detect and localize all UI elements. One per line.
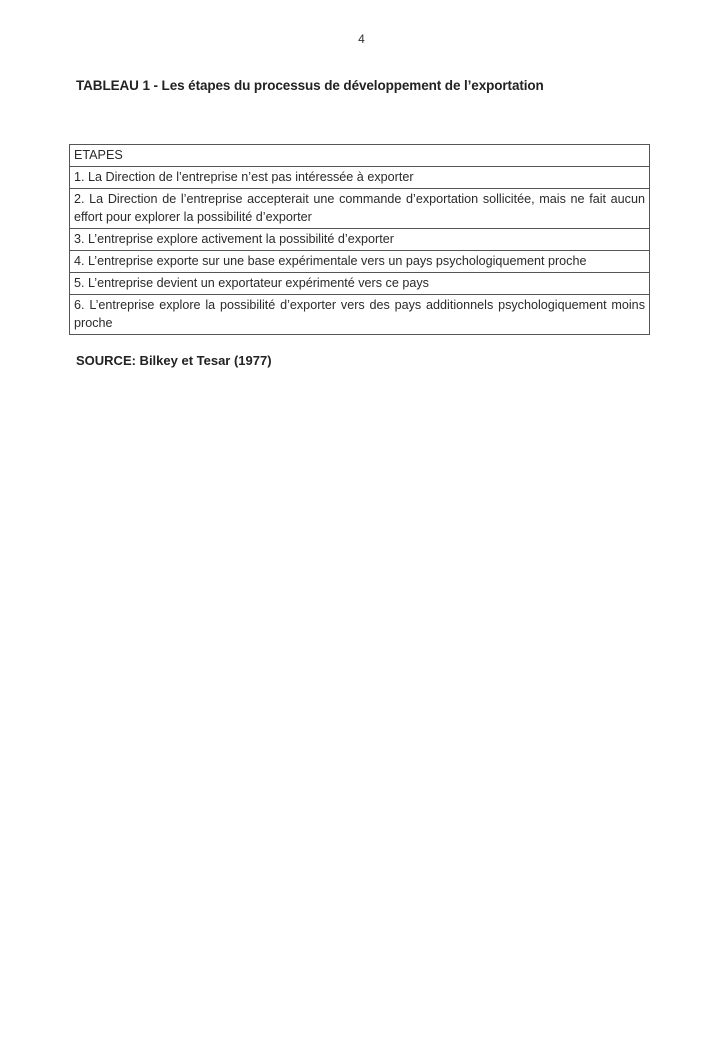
table-row	[70, 229, 650, 251]
table-header-row	[70, 145, 650, 167]
page-number: 4	[358, 32, 365, 46]
steps-table	[69, 144, 650, 335]
table-row	[70, 295, 650, 335]
table-row	[70, 251, 650, 273]
table-row	[70, 167, 650, 189]
table-cell-step-4: 4. L’entreprise exporte sur une base expérimentale vers un pays psychologiquement proche	[70, 251, 650, 273]
source-citation: SOURCE: Bilkey et Tesar (1977)	[76, 353, 272, 368]
table-row	[70, 189, 650, 229]
table-cell-step-3: 3. L’entreprise explore activement la possibilité d’exporter	[70, 229, 650, 251]
table-row	[70, 273, 650, 295]
table-cell-step-6: 6. L’entreprise explore la possibilité d’exporter vers des pays additionnels psychologiquement moins proche	[70, 295, 650, 335]
table-title: TABLEAU 1 - Les étapes du processus de développement de l’exportation	[76, 78, 544, 93]
table-cell-step-2: 2. La Direction de l’entreprise accepterait une commande d’exportation sollicitée, mais ne fait aucun effort pour explorer la possibilité d’exporter	[70, 189, 650, 229]
table-cell-step-1: 1. La Direction de l’entreprise n’est pas intéressée à exporter	[70, 167, 650, 189]
table-cell-step-5: 5. L’entreprise devient un exportateur expérimenté vers ce pays	[70, 273, 650, 295]
table-header-cell: ETAPES	[74, 148, 123, 162]
